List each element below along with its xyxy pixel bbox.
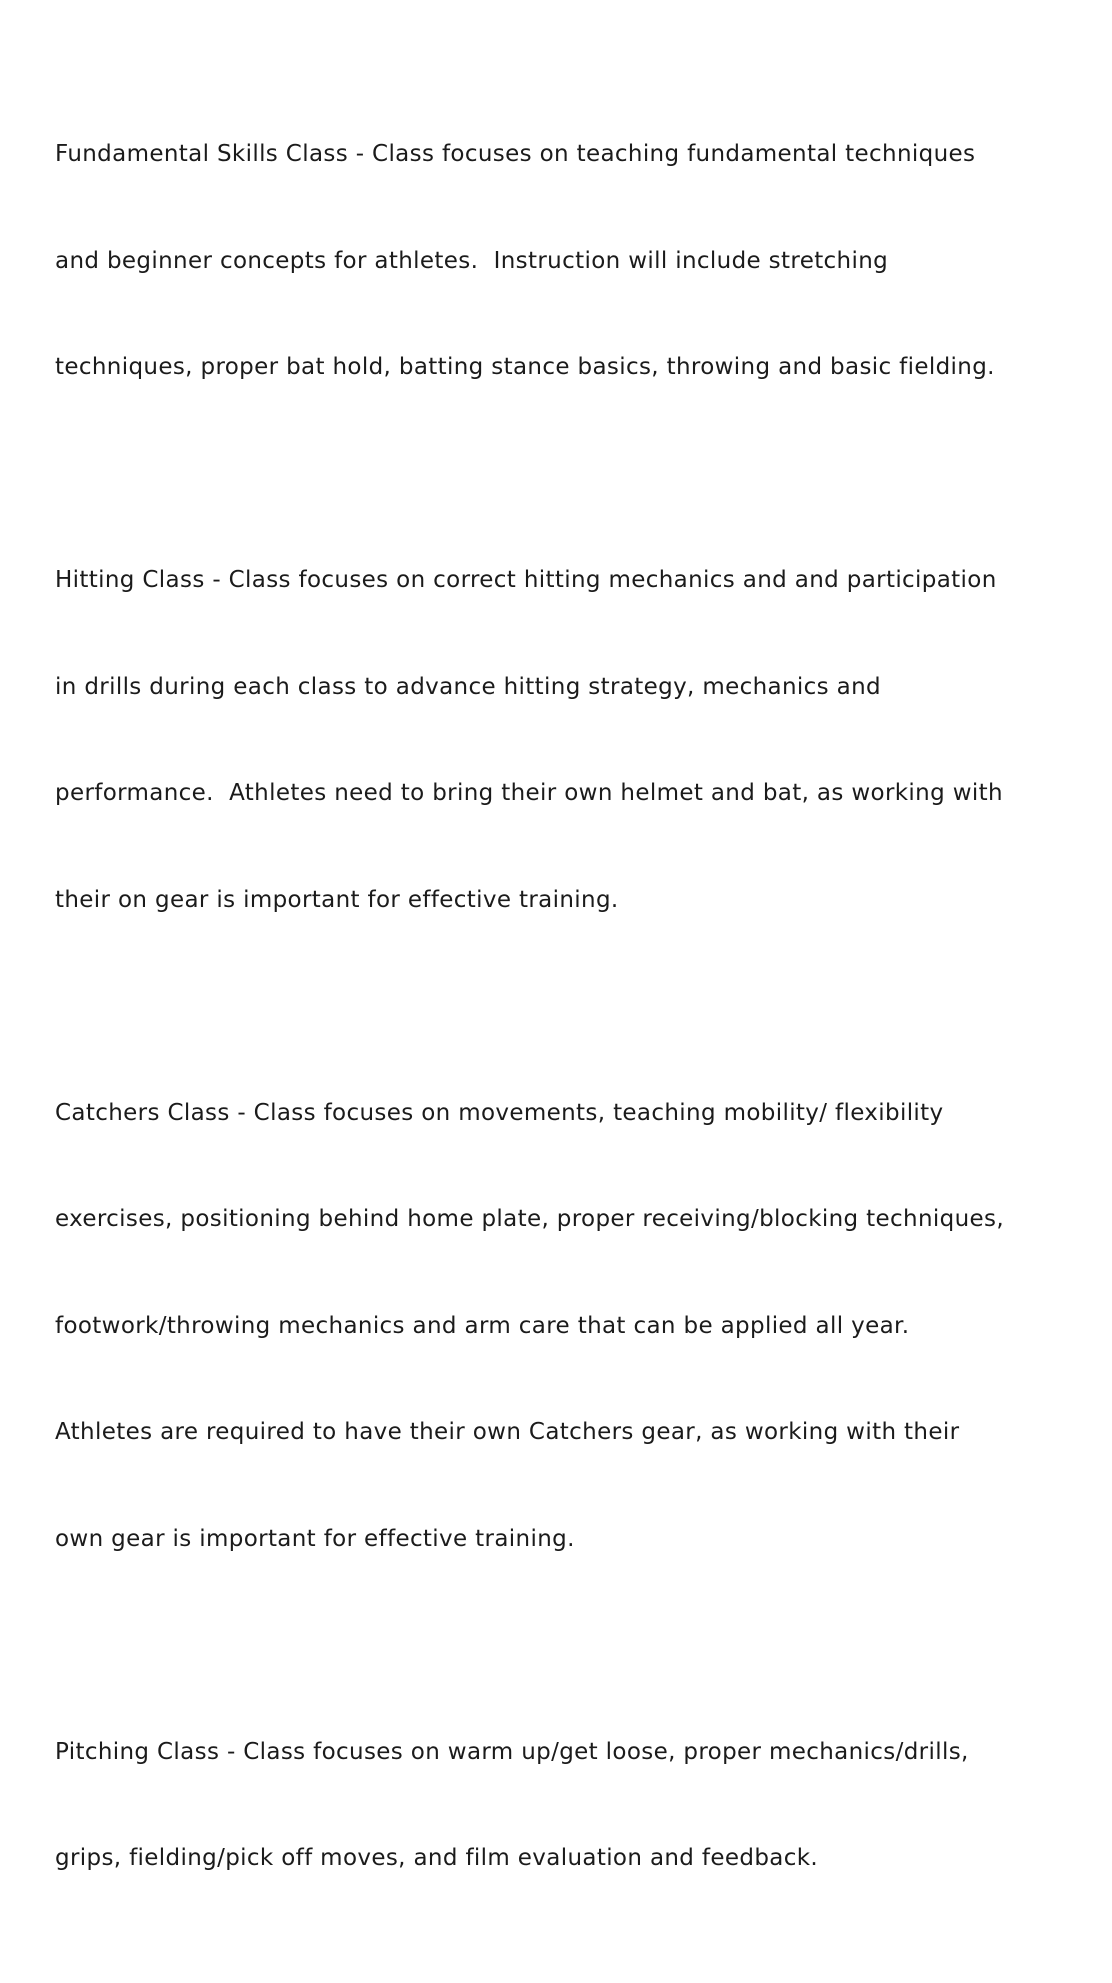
paragraph-hitting-class [55, 492, 1060, 989]
text-line: in drills during each class to advance hitting strategy, mechanics and [55, 673, 881, 700]
text-line: exercises, positioning behind home plate, proper receiving/blocking techniques, [55, 1206, 1004, 1232]
paragraph-fundamental-skills-class [55, 66, 1060, 457]
document-page [55, 66, 1060, 1983]
text-line: Pitching Class - Class focuses on warm up/get loose, proper mechanics/drills, [55, 1738, 969, 1765]
text-line: grips, fielding/pick off moves, and film evaluation and feedback. [55, 1845, 819, 1871]
text-line: performance. Athletes need to bring their own helmet and bat, as working with [55, 780, 1003, 806]
text-line: Fundamental Skills Class - Class focuses on teaching fundamental techniques [55, 141, 976, 167]
text-line: Hitting Class - Class focuses on correct hitting mechanics and and participation [55, 567, 997, 593]
text-line: footwork/throwing mechanics and arm care that can be applied all year. [55, 1312, 910, 1339]
text-line: techniques, proper bat hold, batting stance basics, throwing and basic fielding. [55, 354, 995, 380]
text-line: Athletes are required to have their own Catchers gear, as working with their [55, 1419, 960, 1445]
text-line: own gear is important for effective training. [55, 1525, 575, 1552]
text-line: their on gear is important for effective training. [55, 886, 619, 913]
paragraph-catchers-class [55, 1025, 1060, 1629]
text-line: and beginner concepts for athletes. Instruction will include stretching [55, 247, 889, 274]
paragraph-pitching-class [55, 1664, 1060, 1948]
text-line: Catchers Class - Class focuses on movements, teaching mobility/ flexibility [55, 1099, 944, 1126]
